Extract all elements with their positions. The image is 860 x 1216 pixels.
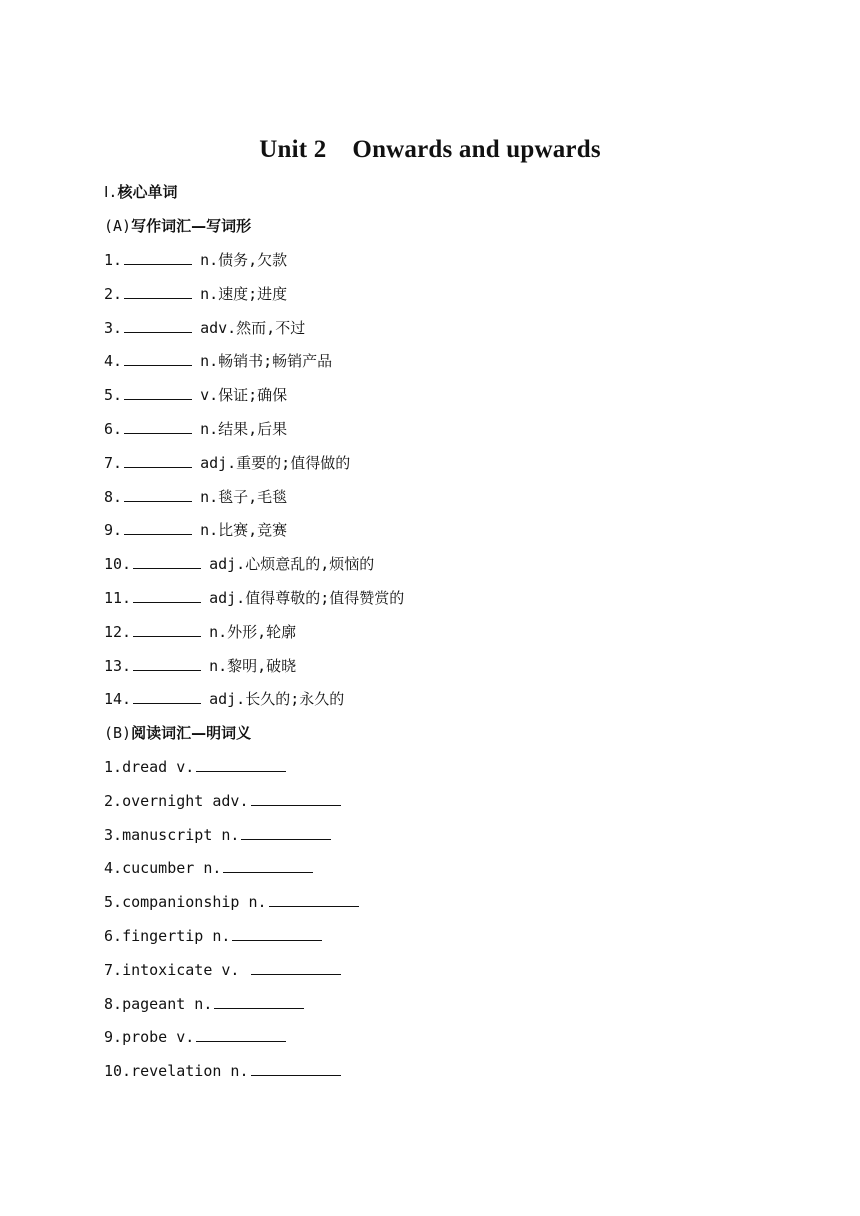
part-b-item bbox=[104, 756, 286, 778]
item-number: 4. bbox=[104, 352, 123, 370]
item-definition: adj.心烦意乱的,烦恼的 bbox=[209, 555, 375, 573]
item-definition: v.保证;确保 bbox=[200, 386, 288, 404]
answer-blank[interactable] bbox=[124, 351, 192, 366]
part-b-item bbox=[104, 993, 304, 1015]
part-a-item bbox=[104, 655, 296, 677]
part-a-item bbox=[104, 350, 332, 372]
item-number: 10. bbox=[104, 555, 132, 573]
item-definition: adv.然而,不过 bbox=[200, 319, 306, 337]
part-b-item bbox=[104, 857, 313, 879]
item-word: cucumber n. bbox=[122, 859, 222, 877]
item-word: fingertip n. bbox=[122, 927, 231, 945]
answer-blank[interactable] bbox=[133, 622, 201, 637]
item-number: 5. bbox=[104, 386, 123, 404]
item-number: 1. bbox=[104, 758, 123, 776]
item-number: 9. bbox=[104, 521, 123, 539]
item-definition: n.债务,欠款 bbox=[200, 251, 288, 269]
answer-blank[interactable] bbox=[124, 453, 192, 468]
item-definition: adj.重要的;值得做的 bbox=[200, 454, 351, 472]
answer-blank[interactable] bbox=[124, 520, 192, 535]
part-a-prefix: (A) bbox=[104, 217, 132, 235]
item-number: 12. bbox=[104, 623, 132, 641]
answer-blank[interactable] bbox=[133, 656, 201, 671]
item-number: 7. bbox=[104, 454, 123, 472]
part-b-item bbox=[104, 925, 322, 947]
item-word: revelation n. bbox=[131, 1062, 249, 1080]
section-label: 核心单词 bbox=[117, 183, 178, 201]
answer-blank[interactable] bbox=[269, 892, 359, 907]
answer-blank[interactable] bbox=[124, 284, 192, 299]
answer-blank[interactable] bbox=[124, 487, 192, 502]
part-a-item bbox=[104, 621, 296, 643]
answer-blank[interactable] bbox=[124, 419, 192, 434]
part-a-heading bbox=[104, 215, 251, 237]
item-number: 13. bbox=[104, 657, 132, 675]
item-number: 8. bbox=[104, 995, 123, 1013]
item-number: 1. bbox=[104, 251, 123, 269]
section-core-words-heading bbox=[104, 181, 177, 203]
answer-blank[interactable] bbox=[133, 689, 201, 704]
part-a-item bbox=[104, 418, 287, 440]
part-b-item bbox=[104, 959, 341, 981]
answer-blank[interactable] bbox=[133, 588, 201, 603]
item-definition: n.比赛,竞赛 bbox=[200, 521, 288, 539]
part-a-item bbox=[104, 553, 374, 575]
part-b-item bbox=[104, 824, 331, 846]
item-word: manuscript n. bbox=[122, 826, 240, 844]
item-number: 6. bbox=[104, 420, 123, 438]
answer-blank[interactable] bbox=[251, 1061, 341, 1076]
answer-blank[interactable] bbox=[124, 318, 192, 333]
part-a-item bbox=[104, 519, 287, 541]
item-word: companionship n. bbox=[122, 893, 267, 911]
part-a-item bbox=[104, 283, 287, 305]
item-definition: n.畅销书;畅销产品 bbox=[200, 352, 333, 370]
answer-blank[interactable] bbox=[124, 250, 192, 265]
part-b-label: 阅读词汇—明词义 bbox=[131, 724, 252, 742]
item-number: 7. bbox=[104, 961, 123, 979]
item-number: 3. bbox=[104, 319, 123, 337]
part-a-item bbox=[104, 688, 344, 710]
item-word: pageant n. bbox=[122, 995, 213, 1013]
answer-blank[interactable] bbox=[232, 926, 322, 941]
part-a-item bbox=[104, 486, 287, 508]
item-number: 5. bbox=[104, 893, 123, 911]
item-definition: n.外形,轮廓 bbox=[209, 623, 297, 641]
item-number: 6. bbox=[104, 927, 123, 945]
part-a-item bbox=[104, 452, 350, 474]
item-number: 14. bbox=[104, 690, 132, 708]
part-b-item bbox=[104, 891, 359, 913]
page-title bbox=[0, 136, 860, 164]
answer-blank[interactable] bbox=[251, 960, 341, 975]
item-definition: adj.值得尊敬的;值得赞赏的 bbox=[209, 589, 405, 607]
part-a-item bbox=[104, 384, 287, 406]
item-number: 2. bbox=[104, 792, 123, 810]
item-number: 2. bbox=[104, 285, 123, 303]
part-a-item bbox=[104, 249, 287, 271]
part-a-label: 写作词汇—写词形 bbox=[131, 217, 252, 235]
answer-blank[interactable] bbox=[196, 1027, 286, 1042]
answer-blank[interactable] bbox=[251, 791, 341, 806]
answer-blank[interactable] bbox=[241, 825, 331, 840]
item-number: 11. bbox=[104, 589, 132, 607]
item-word: intoxicate v. bbox=[122, 961, 249, 979]
item-definition: n.毯子,毛毯 bbox=[200, 488, 288, 506]
part-b-item bbox=[104, 1060, 341, 1082]
item-word: dread v. bbox=[122, 758, 195, 776]
item-number: 4. bbox=[104, 859, 123, 877]
answer-blank[interactable] bbox=[214, 994, 304, 1009]
item-number: 8. bbox=[104, 488, 123, 506]
item-definition: n.结果,后果 bbox=[200, 420, 288, 438]
section-number: Ⅰ. bbox=[104, 183, 118, 201]
part-b-heading bbox=[104, 722, 251, 744]
item-number: 3. bbox=[104, 826, 123, 844]
part-b-item bbox=[104, 1026, 286, 1048]
item-number: 10. bbox=[104, 1062, 132, 1080]
item-word: overnight adv. bbox=[122, 792, 249, 810]
item-word: probe v. bbox=[122, 1028, 195, 1046]
answer-blank[interactable] bbox=[223, 858, 313, 873]
part-a-item bbox=[104, 317, 305, 339]
item-definition: adj.长久的;永久的 bbox=[209, 690, 345, 708]
item-definition: n.黎明,破晓 bbox=[209, 657, 297, 675]
unit-number: Unit 2 bbox=[259, 136, 327, 163]
item-number: 9. bbox=[104, 1028, 123, 1046]
answer-blank[interactable] bbox=[196, 757, 286, 772]
item-definition: n.速度;进度 bbox=[200, 285, 288, 303]
unit-name: Onwards and upwards bbox=[352, 136, 601, 163]
answer-blank[interactable] bbox=[133, 554, 201, 569]
answer-blank[interactable] bbox=[124, 385, 192, 400]
part-b-prefix: (B) bbox=[104, 724, 132, 742]
part-a-item bbox=[104, 587, 404, 609]
part-b-item bbox=[104, 790, 341, 812]
